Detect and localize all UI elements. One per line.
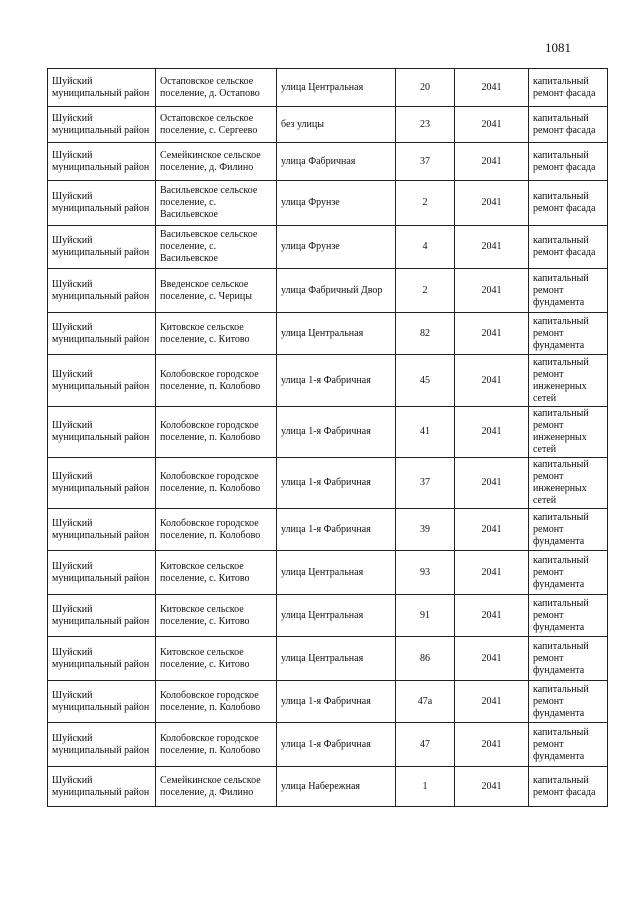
- district-cell: Шуйский муниципальный район: [48, 107, 156, 143]
- street-cell: улица 1-я Фабричная: [277, 681, 396, 723]
- year-cell: 2041: [455, 723, 529, 767]
- district-cell: Шуйский муниципальный район: [48, 269, 156, 313]
- year-cell: 2041: [455, 595, 529, 637]
- house-number-cell: 82: [396, 313, 455, 355]
- settlement-cell: Китовское сельское поселение, с. Китово: [156, 313, 277, 355]
- table-row: [48, 107, 608, 143]
- district-cell: Шуйский муниципальный район: [48, 313, 156, 355]
- work-type-cell: капитальный ремонт инженерных сетей: [529, 355, 608, 407]
- work-type-cell: капитальный ремонт фасада: [529, 107, 608, 143]
- table-row: [48, 355, 608, 407]
- house-number-cell: 39: [396, 509, 455, 551]
- house-number-cell: 45: [396, 355, 455, 407]
- table-row: [48, 681, 608, 723]
- street-cell: улица Центральная: [277, 595, 396, 637]
- year-cell: 2041: [455, 407, 529, 458]
- table-row: [48, 407, 608, 458]
- district-cell: Шуйский муниципальный район: [48, 509, 156, 551]
- settlement-cell: Введенское сельское поселение, с. Черицы: [156, 269, 277, 313]
- settlement-cell: Китовское сельское поселение, с. Китово: [156, 551, 277, 595]
- district-cell: Шуйский муниципальный район: [48, 407, 156, 458]
- house-number-cell: 47: [396, 723, 455, 767]
- settlement-cell: Колобовское городское поселение, п. Колобово: [156, 509, 277, 551]
- house-number-cell: 93: [396, 551, 455, 595]
- work-type-cell: капитальный ремонт инженерных сетей: [529, 458, 608, 509]
- year-cell: 2041: [455, 355, 529, 407]
- house-number-cell: 91: [396, 595, 455, 637]
- settlement-cell: Васильевское сельское поселение, с. Васильевское: [156, 181, 277, 226]
- settlement-cell: Васильевское сельское поселение, с. Васильевское: [156, 226, 277, 269]
- work-type-cell: капитальный ремонт фундамента: [529, 595, 608, 637]
- page-number: 1081: [545, 40, 571, 55]
- year-cell: 2041: [455, 767, 529, 807]
- house-number-cell: 23: [396, 107, 455, 143]
- year-cell: 2041: [455, 69, 529, 107]
- house-number-cell: 20: [396, 69, 455, 107]
- district-cell: Шуйский муниципальный район: [48, 551, 156, 595]
- work-type-cell: капитальный ремонт фундамента: [529, 637, 608, 681]
- district-cell: Шуйский муниципальный район: [48, 226, 156, 269]
- work-type-cell: капитальный ремонт фундамента: [529, 509, 608, 551]
- house-number-cell: 41: [396, 407, 455, 458]
- work-type-cell: капитальный ремонт фундамента: [529, 269, 608, 313]
- settlement-cell: Семейкинское сельское поселение, д. Филино: [156, 143, 277, 181]
- year-cell: 2041: [455, 509, 529, 551]
- table-row: [48, 509, 608, 551]
- work-type-cell: капитальный ремонт фасада: [529, 69, 608, 107]
- house-number-cell: 2: [396, 181, 455, 226]
- settlement-cell: Семейкинское сельское поселение, д. Филино: [156, 767, 277, 807]
- street-cell: улица Набережная: [277, 767, 396, 807]
- year-cell: 2041: [455, 551, 529, 595]
- district-cell: Шуйский муниципальный район: [48, 143, 156, 181]
- repair-schedule-table: [47, 68, 608, 807]
- street-cell: улица 1-я Фабричная: [277, 407, 396, 458]
- district-cell: Шуйский муниципальный район: [48, 355, 156, 407]
- street-cell: улица Фрунзе: [277, 181, 396, 226]
- table-row: [48, 637, 608, 681]
- street-cell: улица Центральная: [277, 637, 396, 681]
- street-cell: улица Фрунзе: [277, 226, 396, 269]
- year-cell: 2041: [455, 107, 529, 143]
- street-cell: улица 1-я Фабричная: [277, 458, 396, 509]
- year-cell: 2041: [455, 269, 529, 313]
- table-row: [48, 458, 608, 509]
- table-row: [48, 767, 608, 807]
- table-row: [48, 69, 608, 107]
- year-cell: 2041: [455, 681, 529, 723]
- table-row: [48, 313, 608, 355]
- street-cell: улица Центральная: [277, 313, 396, 355]
- table-row: [48, 143, 608, 181]
- settlement-cell: Китовское сельское поселение, с. Китово: [156, 637, 277, 681]
- table-row: [48, 551, 608, 595]
- work-type-cell: капитальный ремонт фундамента: [529, 313, 608, 355]
- work-type-cell: капитальный ремонт фасада: [529, 143, 608, 181]
- year-cell: 2041: [455, 226, 529, 269]
- district-cell: Шуйский муниципальный район: [48, 723, 156, 767]
- house-number-cell: 86: [396, 637, 455, 681]
- district-cell: Шуйский муниципальный район: [48, 69, 156, 107]
- work-type-cell: капитальный ремонт фундамента: [529, 723, 608, 767]
- street-cell: улица 1-я Фабричная: [277, 355, 396, 407]
- house-number-cell: 2: [396, 269, 455, 313]
- street-cell: улица Фабричная: [277, 143, 396, 181]
- work-type-cell: капитальный ремонт инженерных сетей: [529, 407, 608, 458]
- year-cell: 2041: [455, 637, 529, 681]
- settlement-cell: Китовское сельское поселение, с. Китово: [156, 595, 277, 637]
- house-number-cell: 37: [396, 458, 455, 509]
- district-cell: Шуйский муниципальный район: [48, 637, 156, 681]
- settlement-cell: Колобовское городское поселение, п. Колобово: [156, 355, 277, 407]
- street-cell: без улицы: [277, 107, 396, 143]
- district-cell: Шуйский муниципальный район: [48, 595, 156, 637]
- table-row: [48, 181, 608, 226]
- table-row: [48, 269, 608, 313]
- house-number-cell: 37: [396, 143, 455, 181]
- settlement-cell: Колобовское городское поселение, п. Колобово: [156, 681, 277, 723]
- street-cell: улица Центральная: [277, 69, 396, 107]
- settlement-cell: Остаповское сельское поселение, д. Остапово: [156, 69, 277, 107]
- settlement-cell: Остаповское сельское поселение, с. Сергеево: [156, 107, 277, 143]
- street-cell: улица Центральная: [277, 551, 396, 595]
- work-type-cell: капитальный ремонт фасада: [529, 226, 608, 269]
- settlement-cell: Колобовское городское поселение, п. Колобово: [156, 723, 277, 767]
- house-number-cell: 4: [396, 226, 455, 269]
- district-cell: Шуйский муниципальный район: [48, 458, 156, 509]
- house-number-cell: 1: [396, 767, 455, 807]
- table-body: [48, 69, 608, 807]
- table-row: [48, 723, 608, 767]
- settlement-cell: Колобовское городское поселение, п. Колобово: [156, 458, 277, 509]
- street-cell: улица 1-я Фабричная: [277, 509, 396, 551]
- settlement-cell: Колобовское городское поселение, п. Колобово: [156, 407, 277, 458]
- table-row: [48, 226, 608, 269]
- district-cell: Шуйский муниципальный район: [48, 681, 156, 723]
- street-cell: улица 1-я Фабричная: [277, 723, 396, 767]
- work-type-cell: капитальный ремонт фасада: [529, 767, 608, 807]
- district-cell: Шуйский муниципальный район: [48, 181, 156, 226]
- year-cell: 2041: [455, 458, 529, 509]
- work-type-cell: капитальный ремонт фундамента: [529, 551, 608, 595]
- table-row: [48, 595, 608, 637]
- year-cell: 2041: [455, 181, 529, 226]
- year-cell: 2041: [455, 143, 529, 181]
- work-type-cell: капитальный ремонт фасада: [529, 181, 608, 226]
- street-cell: улица Фабричный Двор: [277, 269, 396, 313]
- work-type-cell: капитальный ремонт фундамента: [529, 681, 608, 723]
- district-cell: Шуйский муниципальный район: [48, 767, 156, 807]
- year-cell: 2041: [455, 313, 529, 355]
- house-number-cell: 47а: [396, 681, 455, 723]
